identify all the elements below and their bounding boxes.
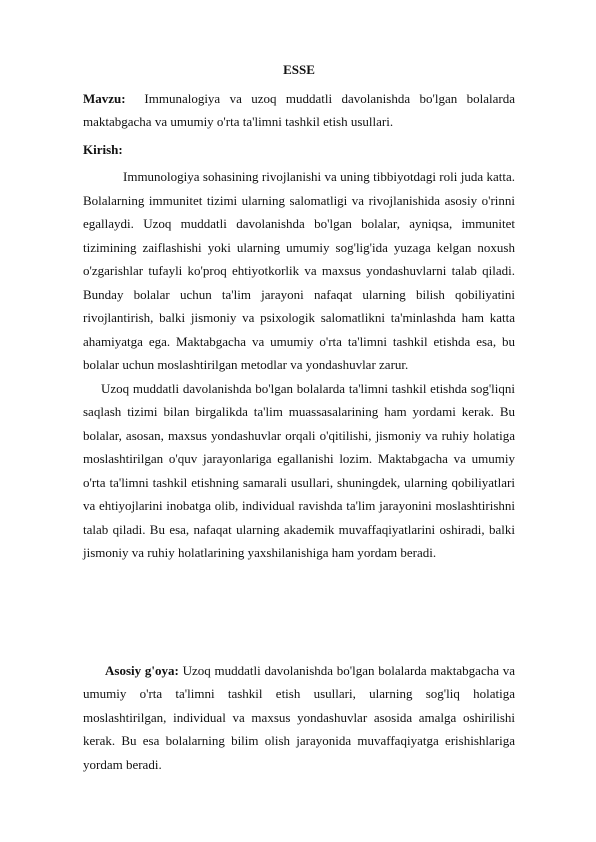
main-idea-label: Asosiy g'oya:	[105, 662, 179, 678]
topic-text: Immunalogiya va uzoq muddatli davolanishda bo'lgan bolalarda maktabgacha va umumiy o'rta ta'limni tashkil etish usullari.	[83, 90, 515, 129]
main-idea-text: Uzoq muddatli davolanishda bo'lgan bolalarda maktabgacha va umumiy o'rta ta'limni tashkil etish usullari, ularning sog'liq holatiga moslashtirilgan, individual va maxsus yondashuvlar asosida amalga oshirilishi kerak. Bu esa bolalarning bilim olish jarayonida muvaffaqiyatga erishishlariga yordam beradi.	[83, 662, 516, 772]
introduction-paragraph-1: Immunologiya sohasining rivojlanishi va uning tibbiyotdagi roli juda katta. Bolalarning immunitet tizimi ularning salomatligi va rivojlanishida asosiy o'rinni egallaydi. Uzoq muddatli davolanishda bo'lgan bolalar, ayniqsa, immunitet tizimining zaiflashishi yoki ularning umumiy sog'lig'ida yuzaga kelgan noxush o'zgarishlar tufayli ko'proq ehtiyotkorlik va maxsus yondashuvlarni talab qiladi. Bunday bolalar uchun ta'lim jarayoni nafaqat ularning bilish qobiliyatini rivojlantirish, balki jismoniy va psixologik salomatlikni ta'minlashda ham katta ahamiyatga ega. Maktabgacha va umumiy o'rta ta'limni tashkil etishda esa, bu bolalar uchun moslashtirilgan metodlar va yondashuvlar zarur.	[83, 169, 515, 372]
topic-paragraph	[83, 87, 515, 134]
document-title: ESSE	[283, 62, 315, 77]
introduction-heading: Kirish:	[83, 141, 123, 157]
introduction-paragraph-2: Uzoq muddatli davolanishda bo'lgan bolalarda ta'limni tashkil etishda sog'liqni saqlash tizimi bilan birgalikda ta'lim muassasalarining ham yordami kerak. Bu bolalar, asosan, maxsus yondashuvlar orqali o'qitilishi, jismoniy va ruhiy holatiga moslashtirilgan o'quv jarayonlariga egallanishi lozim. Maktabgacha va umumiy o'rta ta'limni tashkil etishning samarali usullari, shuningdek, ularning qobiliyatlari va ehtiyojlarini inobatga olib, individual ravishda ta'lim jarayonini moslashtirishni talab qiladi. Bu esa, nafaqat ularning akademik muvaffaqiyatlarini oshiradi, balki jismoniy va ruhiy holatlarining yaxshilanishiga ham yordam beradi.	[83, 380, 515, 560]
main-idea-paragraph	[83, 659, 515, 777]
paragraph-spacer	[83, 565, 515, 659]
document-page	[83, 58, 515, 776]
topic-label: Mavzu:	[83, 90, 126, 106]
